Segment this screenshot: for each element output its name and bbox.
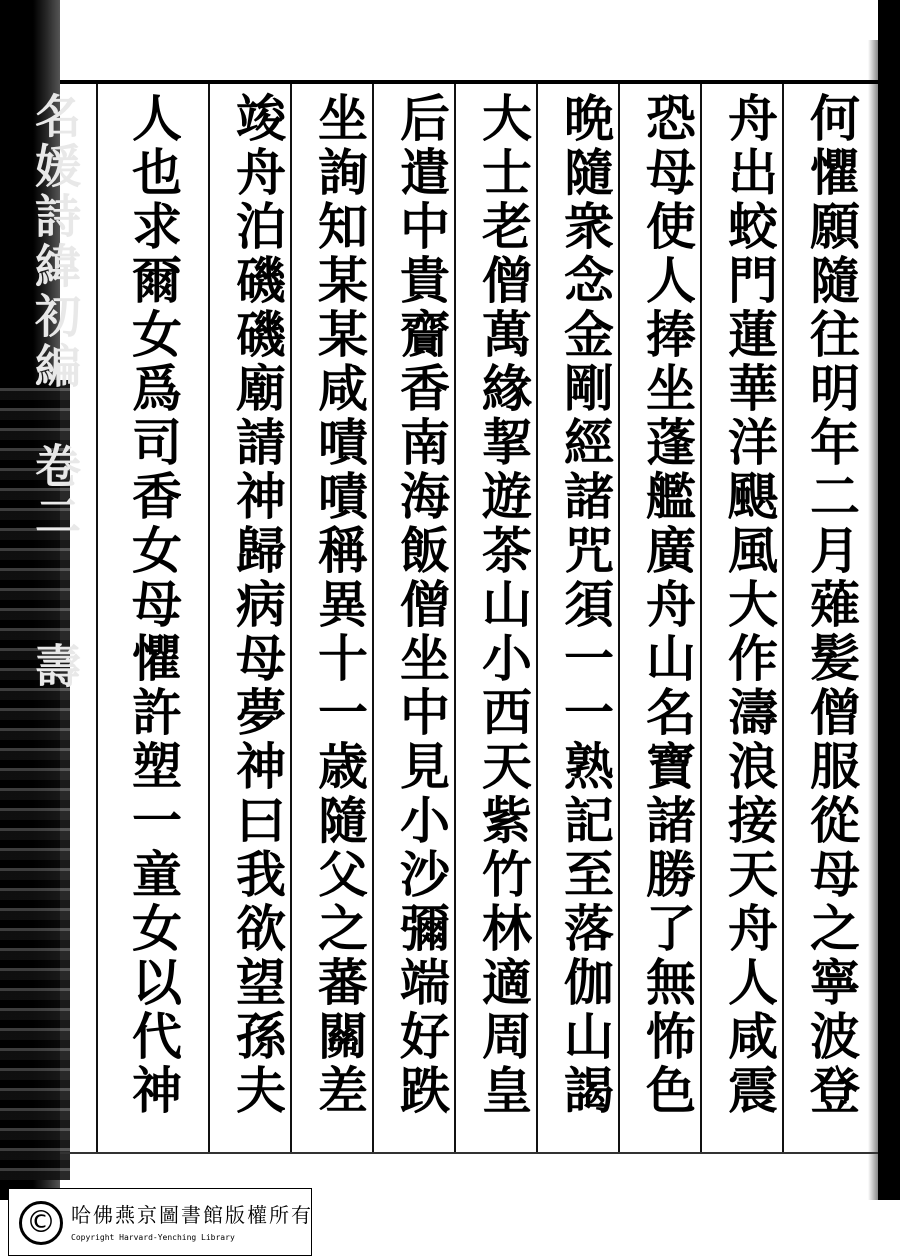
- copyright-stamp: [8, 1188, 312, 1256]
- stamp-chinese-text: 哈佛燕京圖書館版權所有: [71, 1203, 313, 1227]
- stamp-english-text: Copyright Harvard-Yenching Library: [71, 1233, 235, 1242]
- text-column-6: 后遣中貴齎香南海飯僧坐中見小沙彌端好跌: [392, 92, 451, 1118]
- copyright-icon: ©: [19, 1201, 63, 1245]
- column-divider: [96, 84, 98, 1152]
- text-column-3: 恐母使人捧坐蓬艦廣舟山名寶諸勝了無怖色: [638, 92, 697, 1118]
- column-divider: [208, 84, 210, 1152]
- text-column-1: 何懼願隨往明年二月薙髪僧服從母之寧波登: [802, 92, 861, 1118]
- text-column-9: 人也求爾女爲司香女母懼許塑一童女以代神: [124, 92, 183, 1118]
- text-column-5: 大士老僧萬緣挈遊茶山小西天紫竹林適周皇: [474, 92, 533, 1118]
- text-column-8: 竣舟泊磯磯廟請神歸病母夢神曰我欲望孫夫: [228, 92, 287, 1118]
- right-page-edge: [878, 0, 900, 1200]
- text-column-2: 舟出蛟門蓮華洋颶風大作濤浪接天舟人咸震: [720, 92, 779, 1118]
- top-border-rule: [60, 80, 878, 84]
- bottom-border-rule: [60, 1152, 878, 1154]
- text-column-4: 晩隨衆念金剛經諸咒須一一熟記至落伽山謁: [556, 92, 615, 1118]
- margin-title-column: 名媛詩緯初編 卷二 壽: [28, 92, 82, 692]
- text-column-7: 坐詢知某某咸嘖嘖稱異十一歳隨父之蕃關差: [310, 92, 369, 1118]
